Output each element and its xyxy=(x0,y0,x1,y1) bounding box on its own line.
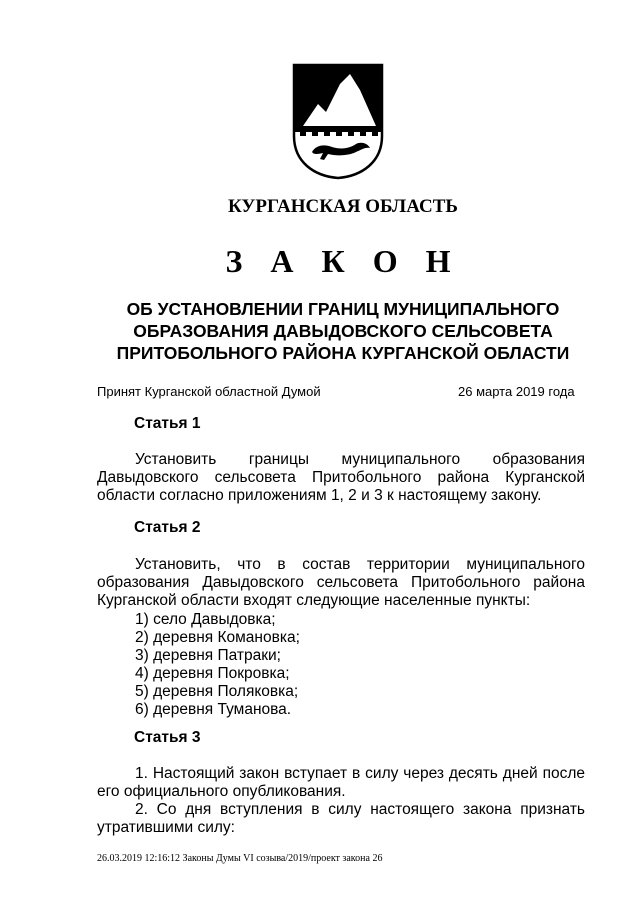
list-item: 2) деревня Комановка; xyxy=(135,629,300,646)
article-1-line: области согласно приложениям 1, 2 и 3 к настоящему закону. xyxy=(97,487,542,504)
document-type-title: З А К О Н xyxy=(225,243,461,279)
article-3-line: его официального опубликования. xyxy=(97,783,346,800)
list-item: 4) деревня Покровка; xyxy=(135,665,290,682)
article-3-line: 1. Настоящий закон вступает в силу через десять дней после xyxy=(135,765,585,782)
article-3-heading: Статья 3 xyxy=(134,729,201,746)
article-1-line: Давыдовского сельсовета Притобольного района Курганской xyxy=(97,469,585,486)
article-2-line: образования Давыдовского сельсовета Притобольного района xyxy=(97,574,585,591)
list-item: 1) село Давыдовка; xyxy=(135,611,276,628)
article-3-paragraph-1 xyxy=(97,765,585,801)
article-1-heading: Статья 1 xyxy=(134,415,201,432)
article-2-line: Установить, что в состав территории муниципального xyxy=(135,556,585,573)
adoption-date: 26 марта 2019 года xyxy=(458,384,575,399)
list-item: 3) деревня Патраки; xyxy=(135,647,281,664)
coat-of-arms-emblem xyxy=(290,62,386,180)
settlements-list xyxy=(135,611,300,719)
article-1-line: Установить границы муниципального образования xyxy=(135,451,585,468)
document-footer: 26.03.2019 12:16:12 Законы Думы VI созыва/2019/проект закона 26 xyxy=(97,853,383,864)
article-3-paragraph-2 xyxy=(97,801,585,837)
law-subject-title: ОБ УСТАНОВЛЕНИИ ГРАНИЦ МУНИЦИПАЛЬНОГО ОБРАЗОВАНИЯ ДАВЫДОВСКОГО СЕЛЬСОВЕТА ПРИТОБОЛЬНОГО РАЙОНА КУРГАНСКОЙ ОБЛАСТИ xyxy=(116,299,570,363)
article-3-line: 2. Со дня вступления в силу настоящего закона признать xyxy=(135,801,585,818)
list-item: 5) деревня Поляковка; xyxy=(135,683,299,700)
region-name: КУРГАНСКАЯ ОБЛАСТЬ xyxy=(228,196,458,217)
article-2-line: Курганской области входят следующие населенные пункты: xyxy=(97,592,531,609)
list-item: 6) деревня Туманова. xyxy=(135,701,292,718)
adopted-by-text: Принят Курганской областной Думой xyxy=(97,384,321,399)
article-1-text xyxy=(97,451,585,505)
article-3-line: утратившими силу: xyxy=(97,819,235,836)
article-2-text xyxy=(97,556,585,610)
article-2-heading: Статья 2 xyxy=(134,519,201,536)
